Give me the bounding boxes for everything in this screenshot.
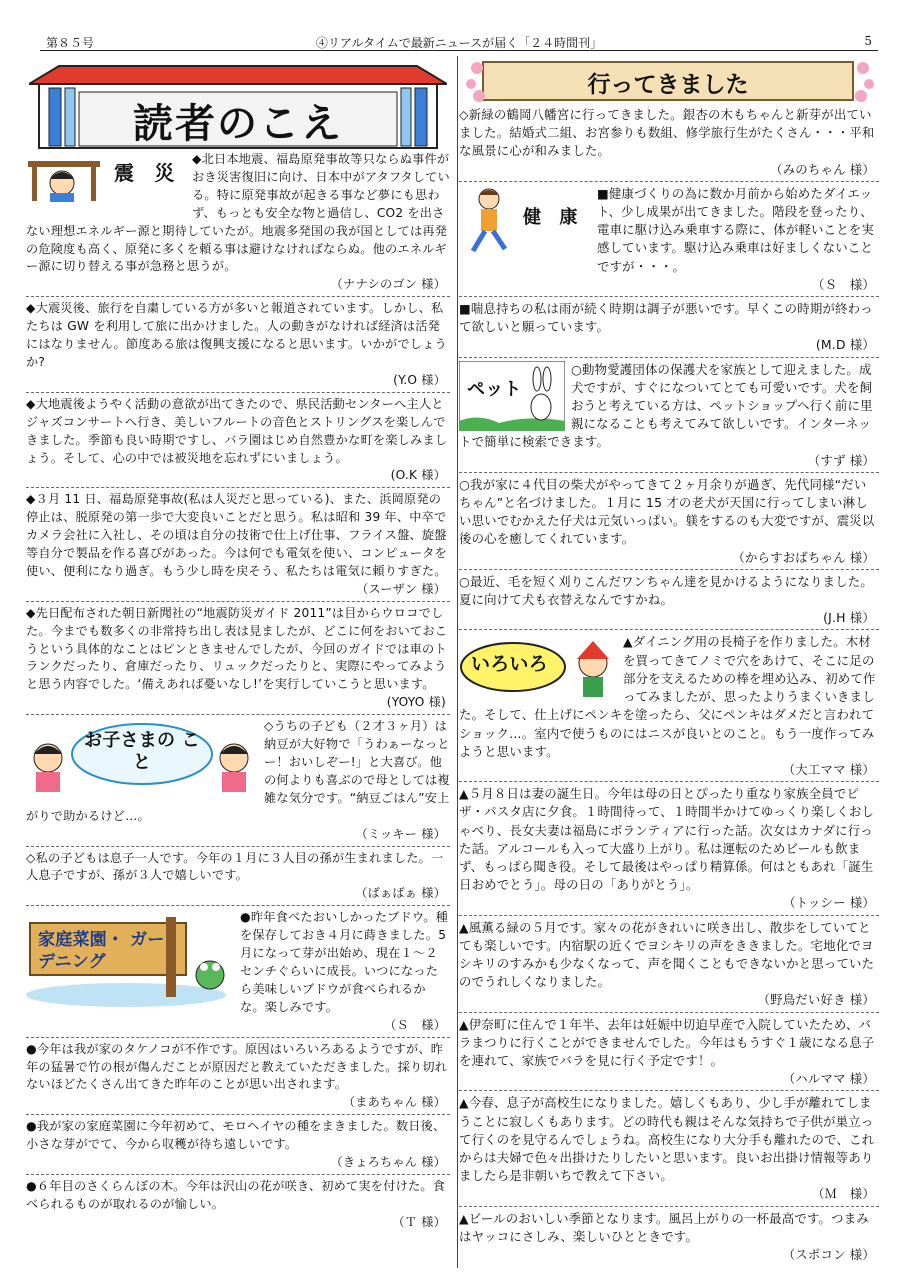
item-signature: （みのちゃん 様） — [770, 161, 875, 177]
list-item — [459, 184, 879, 297]
item-signature: （Ｓ 様） — [384, 1017, 446, 1032]
header-rule — [40, 50, 878, 51]
item-signature: （Ｍ 様） — [812, 1186, 875, 1202]
item-signature: （ばぁばぁ 様） — [355, 886, 446, 901]
list-item — [26, 1040, 450, 1116]
readers-voice-title-text: 読者のこえ — [133, 101, 343, 147]
item-text: ◆先日配布された朝日新聞社の“地震防災ガイド 2011”は目からウロコでした。今までも数多くの非常持ち出し表は見ましたが、どこに何をおいておこうという具体的なことはピンときませんでしたが、今回のガイドでは車のトランクだったり、倉庫だったり、リュックだったりと、実際にやってみようと思う内容でした。‘備えあれば憂いなし!’を実行していこうと思います。 — [26, 605, 448, 692]
item-text: ●昨年食べたおいしかったブドウ。種を保存しておき４月に蒔きました。5月になって芽が出始め、現在１～２センチぐらいに成長。いつになったら美味しいブドウが食べられるかな。楽しみです。 — [240, 910, 449, 1014]
section-shinsai — [26, 151, 186, 203]
list-item — [459, 1209, 879, 1267]
list-item — [26, 490, 450, 601]
section-kodomo — [26, 718, 258, 796]
item-signature: （スーザン 様） — [356, 581, 446, 596]
list-item — [459, 572, 879, 631]
right-column — [459, 105, 879, 1268]
item-signature: （野鳥だい好き 様） — [757, 992, 875, 1008]
item-text: ○我が家に４代目の柴犬がやってきて２ヶ月余りが過ぎ、先代同様“だいちゃん”と名づけました。１月に 15 才の老犬が天国に行ってしまい淋しい思いでむかえた仔犬は元気いっぱい。躾をするのも大変ですが、震災以後の心を癒してくれています。 — [459, 476, 875, 547]
list-item — [459, 1093, 879, 1206]
item-signature: (YOYO 様) — [386, 695, 446, 710]
issue-number: 第８５号 — [46, 36, 95, 50]
readers-voice-title — [29, 62, 447, 150]
list-item — [26, 717, 450, 846]
section-iroiro — [459, 633, 617, 701]
item-text: ◆大地震後ようやく活動の意欲が出てきたので、県民活動センターへ主人とジャズコンサートへ行き、美しいフルートの音色とストリングスを楽しんできました。季節も良い時期ですし、バラ園はじめ自然豊かな町を楽しみましょう。そして、心の中では被災地を忘れずにいましょう。 — [26, 396, 448, 465]
item-text: ▲風薫る緑の５月です。家々の花がきれいに咲き出し、散歩をしていてとても楽しいです。内宿駅の近くでヨシキリの声をききました。宅地化でヨシキリのすみかも少なくなって、声を聞くこともできないかと思っていたのでうれしくなりました。 — [459, 919, 875, 990]
item-signature: （トッシー 様） — [783, 895, 875, 911]
list-item — [459, 632, 879, 782]
list-item — [26, 908, 450, 1037]
item-text: ■健康づくりの為に数か月前から始めたダイエット、少し成果が出てきました。階段を登ったり、電車に駆け込み乗車する際に、体が軽いことを実感しています。駆け込み乗車は好ましくないことですが・・・。 — [597, 185, 874, 274]
list-item — [26, 604, 450, 715]
item-text: ◇新緑の鶴岡八幡宮に行ってきました。銀杏の木もちゃんと新芽が出ていました。結婚式二組、お宮参りも数組、修学旅行生がたくさん・・・平和な風景に心が和みました。 — [459, 107, 875, 159]
list-item — [459, 299, 879, 358]
item-signature: （Ｓ 様） — [812, 276, 875, 292]
item-text: ◆北日本地震、福島原発事故等只ならぬ事件がおき災害復旧に向け、日本中がアタフタしている。特に原発事故が起きる事など夢にも思わず、もっとも安全な物と過信し、CO2 を出さない理想エネルギー源と期待していたが。地震多発国の我が国としては再発の危険度も高く、原発に多くを頼る事は避けなければならぬ。他のエネルギー源に切り替える事が急務と思うが。 — [26, 152, 450, 274]
item-text: ○動物愛護団体の保護犬を家族として迎えました。成犬ですが、すぐになついてとても可愛いです。犬を飼おうと考えている方は、ペットショップへ行く前に里親になることも考えてみて欲しいです。インターネットで簡単に検索できます。 — [459, 361, 873, 450]
section-saien — [26, 909, 234, 1009]
item-signature: （すず 様） — [807, 452, 875, 468]
pet-label: ペット — [467, 378, 522, 400]
child-under-desk-icon — [26, 151, 106, 203]
kenko-label: 健 康 — [523, 206, 578, 228]
went-there-title — [463, 58, 877, 104]
item-signature: (Y.O 様） — [393, 372, 446, 387]
list-item — [459, 918, 879, 1013]
shinsai-label: 震 災 — [114, 161, 175, 185]
item-signature: （からすおばちゃん 様） — [732, 549, 875, 565]
item-text: ▲ダイニング用の長椅子を作りました。木材を買ってきてノミで穴をあけて、そこに足の部分を支えるための棒を埋め込み、初めて作ってみましたが、思ったよりうまくいきました。そして、仕上げにペンキを塗ったら、父にペンキはダメだと言われてショック…。室内で使うものにはニスが良いとのこと。もう一度作ってみようと思います。 — [459, 634, 876, 759]
list-item — [26, 1177, 450, 1234]
header-tagline: ④リアルタイムで最新ニュースが届く「２４時間刊」 — [315, 36, 603, 50]
left-column — [26, 150, 450, 1236]
saien-label: 家庭菜園・ ガーデニング — [38, 930, 165, 973]
list-item — [459, 1015, 879, 1092]
iroiro-label: いろいろ — [471, 653, 548, 676]
item-signature: (J.H 様） — [823, 610, 875, 626]
list-item — [459, 475, 879, 570]
item-text: ▲５月８日は妻の誕生日。今年は母の日とぴったり重なり家族全員でピザ・パスタ店に夕食。１時間待って、１時間半かけてゆっくり楽しくおしゃべり、長女夫妻は福島にボランティアに行った話。次女はカナダに行った話。アルコールも入って大盛り上がり。私は運転のためビールも飲まず、もっぱら聞き役。そして最後はやっぱり精算係。何はともあれ「誕生日おめでとう」。母の日の「ありがとう」。 — [459, 786, 875, 893]
kodomo-label: お子さまの こと — [84, 730, 200, 774]
item-text: ◇私の子どもは息子一人です。今年の１月に３人目の孫が生まれました。一人息子ですが、孫が３人で嬉しいです。 — [26, 850, 444, 883]
section-kenko — [459, 185, 591, 257]
item-signature: （Ｔ 様） — [392, 1214, 446, 1229]
list-item — [26, 299, 450, 393]
item-text: ▲今春、息子が高校生になりました。嬉しくもあり、少し手が離れてしまうことに寂しくもあります。どの時代も親はそんな気持ちで子供が巣立って行くのを見守るんでしょうね。高校生になり大分手も離れたので、これからは夫婦で色々出掛けたりしたいと思います。良いお出掛け情報等ありましたら是非朝いちで教えて下さい。 — [459, 1095, 875, 1184]
item-text: ◆大震災後、旅行を自粛している方が多いと報道されています。しかし、私たちは GW を利用して旅に出かけました。人の動きがなければ経済は活発にはなりません。節度ある旅は復興支援になると思います。いかがでしょうか? — [26, 301, 447, 369]
section-pet — [459, 361, 565, 431]
list-item — [26, 395, 450, 489]
column-divider — [457, 56, 458, 1268]
list-item — [26, 150, 450, 297]
item-text: ●我が家の家庭菜園に今年初めて、モロヘイヤの種をまきました。数日後、小さな芽がでて、今から収穫が待ち遠しいです。 — [26, 1119, 446, 1152]
went-there-title-text: 行ってきました — [587, 72, 749, 98]
item-text: ▲伊奈町に住んで１年半、去年は妊娠中切迫早産で入院していたため、バラまつりに行くことができませんでした。今年はもうすぐ１歳になる息子を連れて、家族でバラを見に行く予定です！。 — [459, 1016, 875, 1068]
jogging-person-icon — [459, 185, 519, 257]
item-signature: （ナナシのゴン 様） — [330, 277, 446, 292]
page-number: 5 — [864, 34, 872, 48]
item-text: ◇うちの子ども（２才３ヶ月）は納豆が大好物で「うわぁーなっとー！おいしぞー!」と大喜び。他の何よりも喜ぶので母としては複雑な気分です。“納豆ごはん”安上がりで助かるけど…。 — [26, 719, 450, 823]
item-text: ●今年は我が家のタケノコが不作です。原因はいろいろあるようですが、昨年の猛暑で竹の根が傷んだことが原因だと教えていただきました。採り切れないほどたくさん出てきた昨年のことが思い出されます。 — [26, 1041, 448, 1092]
list-item — [459, 784, 879, 915]
item-signature: （まあちゃん 様） — [342, 1095, 446, 1110]
item-text: ▲ビールのおいしい季節となります。風呂上がりの一杯最高です。つまみはヤッコにさしみ、楽しいひとときです。 — [459, 1210, 869, 1244]
page-header — [40, 33, 878, 51]
item-signature: （きょろちゃん 様） — [330, 1155, 446, 1170]
item-signature: （ミッキー 様） — [355, 826, 446, 841]
item-signature: (O.K 様） — [390, 468, 446, 483]
list-item — [26, 1117, 450, 1175]
item-text: ●６年目のさくらんぼの木。今年は沢山の花が咲き、初めて実を付けた。食べられるものが取れるのが愉しい。 — [26, 1178, 446, 1211]
item-signature: （大工ママ 様） — [782, 761, 875, 777]
item-text: ■喘息持ちの私は雨が続く時期は調子が悪いです。早くこの時期が終わって欲しいと願っています。 — [459, 301, 873, 335]
item-text: ○最近、毛を短く刈りこんだワンちゃん達を見かけるようになりました。夏に向けて犬も衣替えなんですかね。 — [459, 573, 873, 608]
list-item — [26, 849, 450, 907]
item-signature: (M.D 様） — [815, 337, 875, 353]
item-text: ◆３月 11 日、福島原発事故(私は人災だと思っている)、また、浜岡原発の停止は、脱原発の第一歩で大変良いことだと思う。私は昭和 39 年、中卒でカメラ会社に入社し、その頃は自分の技術で仕上げ仕事、フライス盤、旋盤等自分で製品を作る喜びがあった。今は何でも電気を使い、コンピュータを使い、便利になり過ぎ。もう少し時を戻そう、私たちは電気に頼りすぎた。 — [26, 492, 448, 578]
item-signature: （ハルママ 様） — [782, 1071, 875, 1087]
list-item — [459, 105, 879, 182]
list-item — [459, 360, 879, 473]
item-signature: （スポコン 様） — [782, 1246, 875, 1262]
